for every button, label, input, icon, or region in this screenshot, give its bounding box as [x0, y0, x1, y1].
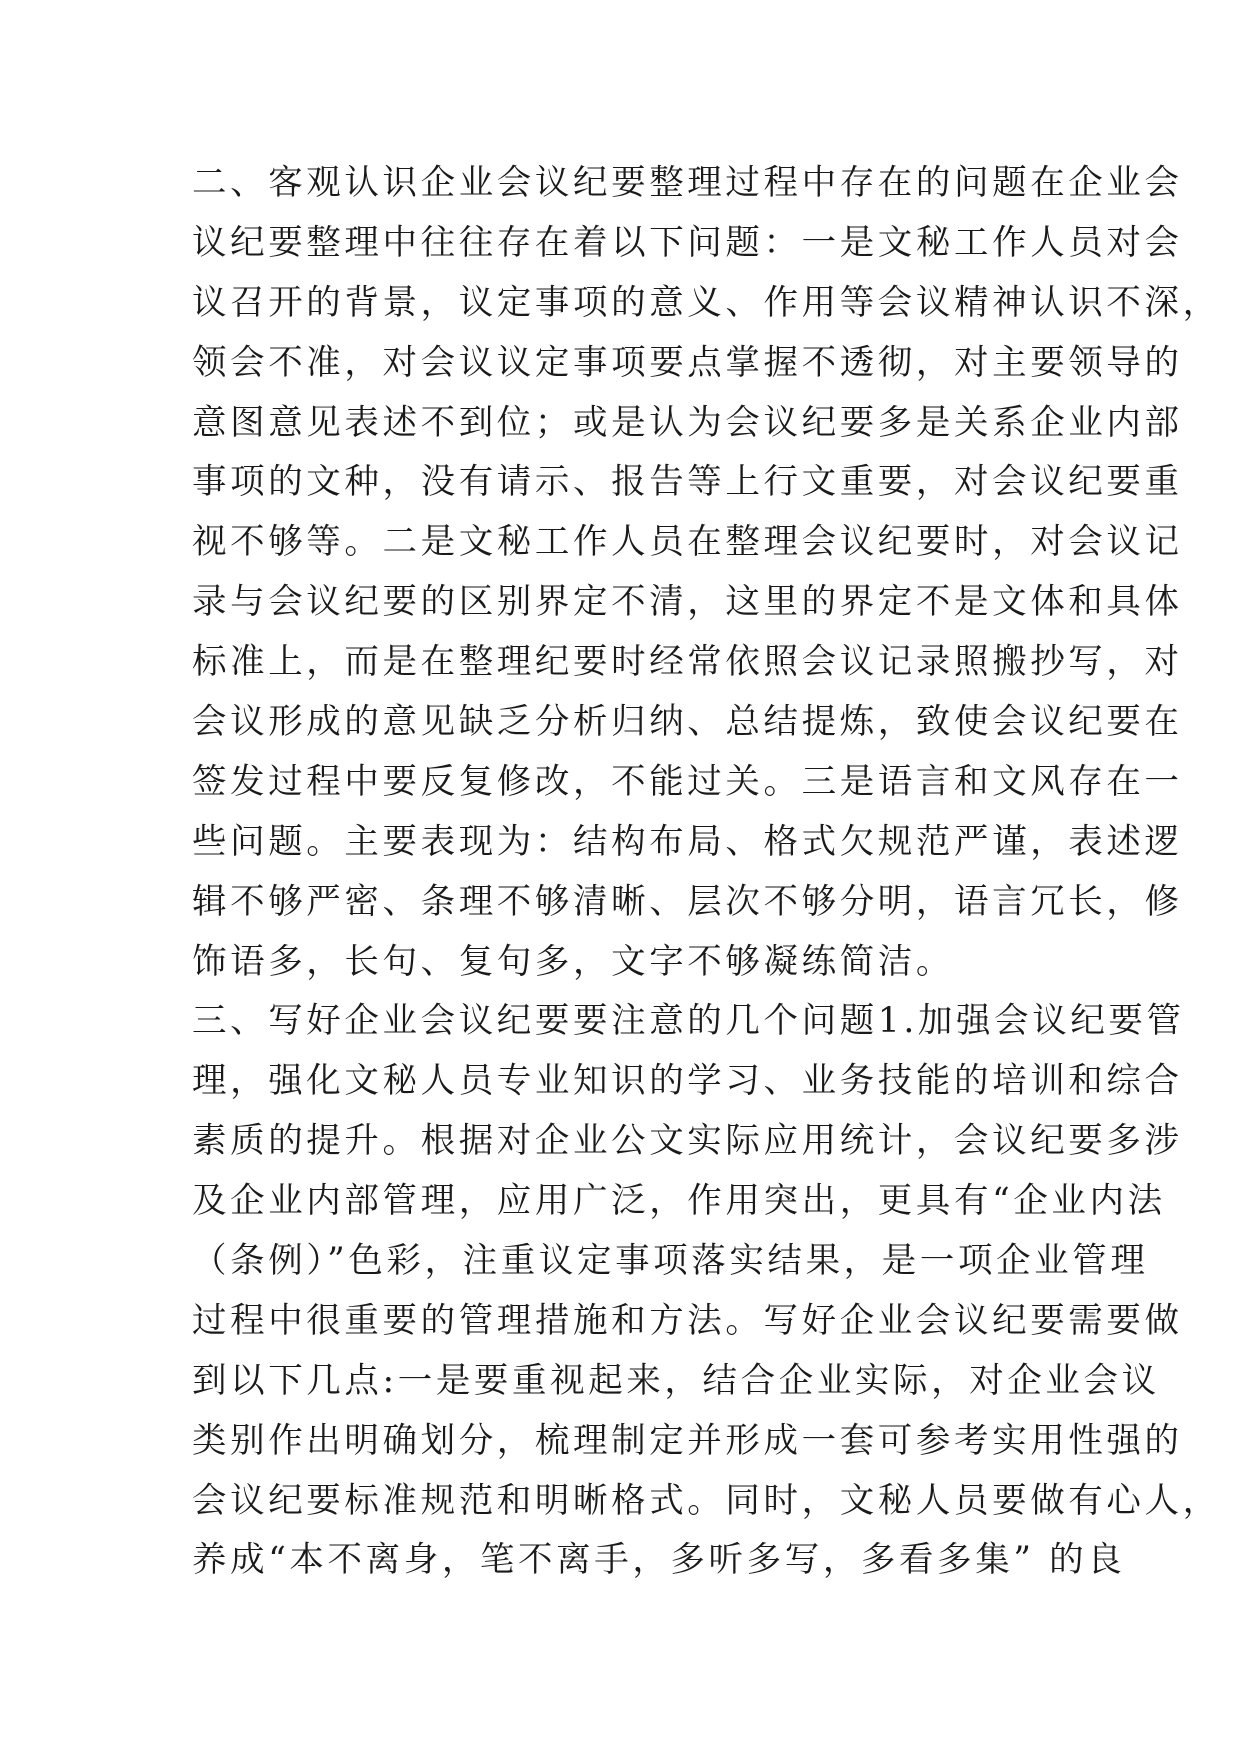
text-line: （条例）”色彩，注重议定事项落实结果，是一项企业管理: [192, 1241, 1149, 1282]
text-line: 议纪要整理中往往存在着以下问题：一是文秘工作人员对会: [192, 222, 1183, 263]
text-line: 事项的文种，没有请示、报告等上行文重要，对会议纪要重: [192, 462, 1183, 503]
text-line: 签发过程中要反复修改，不能过关。三是语言和文风存在一: [192, 761, 1183, 802]
text-line: 标准上，而是在整理纪要时经常依照会议记录照搬抄写，对: [192, 642, 1183, 683]
text-line: 辑不够严密、条理不够清晰、层次不够分明，语言冗长，修: [192, 881, 1183, 922]
text-line: 养成“本不离身，笔不离手，多听多写，多看多集” 的良: [192, 1540, 1126, 1581]
text-line: 议召开的背景，议定事项的意义、作用等会议精神认识不深，: [192, 282, 1221, 323]
text-line: 类别作出明确划分，梳理制定并形成一套可参考实用性强的: [192, 1420, 1183, 1461]
section-heading-line: 三、写好企业会议纪要要注意的几个问题1.加强会议纪要管: [192, 1001, 1185, 1042]
text-line: 到以下几点:一是要重视起来，结合企业实际，对企业会议: [192, 1360, 1160, 1401]
text-line: 录与会议纪要的区别界定不清，这里的界定不是文体和具体: [192, 582, 1183, 623]
text-line: 些问题。主要表现为：结构布局、格式欠规范严谨，表述逻: [192, 821, 1183, 862]
text-line: 视不够等。二是文秘工作人员在整理会议纪要时，对会议记: [192, 522, 1183, 563]
text-line: 及企业内部管理，应用广泛，作用突出，更具有“企业内法: [192, 1181, 1166, 1222]
text-line: 过程中很重要的管理措施和方法。写好企业会议纪要需要做: [192, 1300, 1183, 1341]
text-line: 饰语多，长句、复句多，文字不够凝练简洁。: [192, 941, 954, 982]
text-line: 会议纪要标准规范和明晰格式。同时，文秘人员要做有心人，: [192, 1480, 1221, 1521]
text-line: 会议形成的意见缺乏分析归纳、总结提炼，致使会议纪要在: [192, 702, 1183, 743]
text-line: 素质的提升。根据对企业公文实际应用统计，会议纪要多涉: [192, 1121, 1183, 1162]
text-line: 领会不准，对会议议定事项要点掌握不透彻，对主要领导的: [192, 342, 1183, 383]
body-text: [192, 154, 1221, 1591]
text-line: 二、客观认识企业会议纪要整理过程中存在的问题在企业会: [192, 163, 1183, 203]
text-line: 意图意见表述不到位；或是认为会议纪要多是关系企业内部: [192, 402, 1183, 443]
text-line: 理，强化文秘人员专业知识的学习、业务技能的培训和综合: [192, 1061, 1183, 1102]
